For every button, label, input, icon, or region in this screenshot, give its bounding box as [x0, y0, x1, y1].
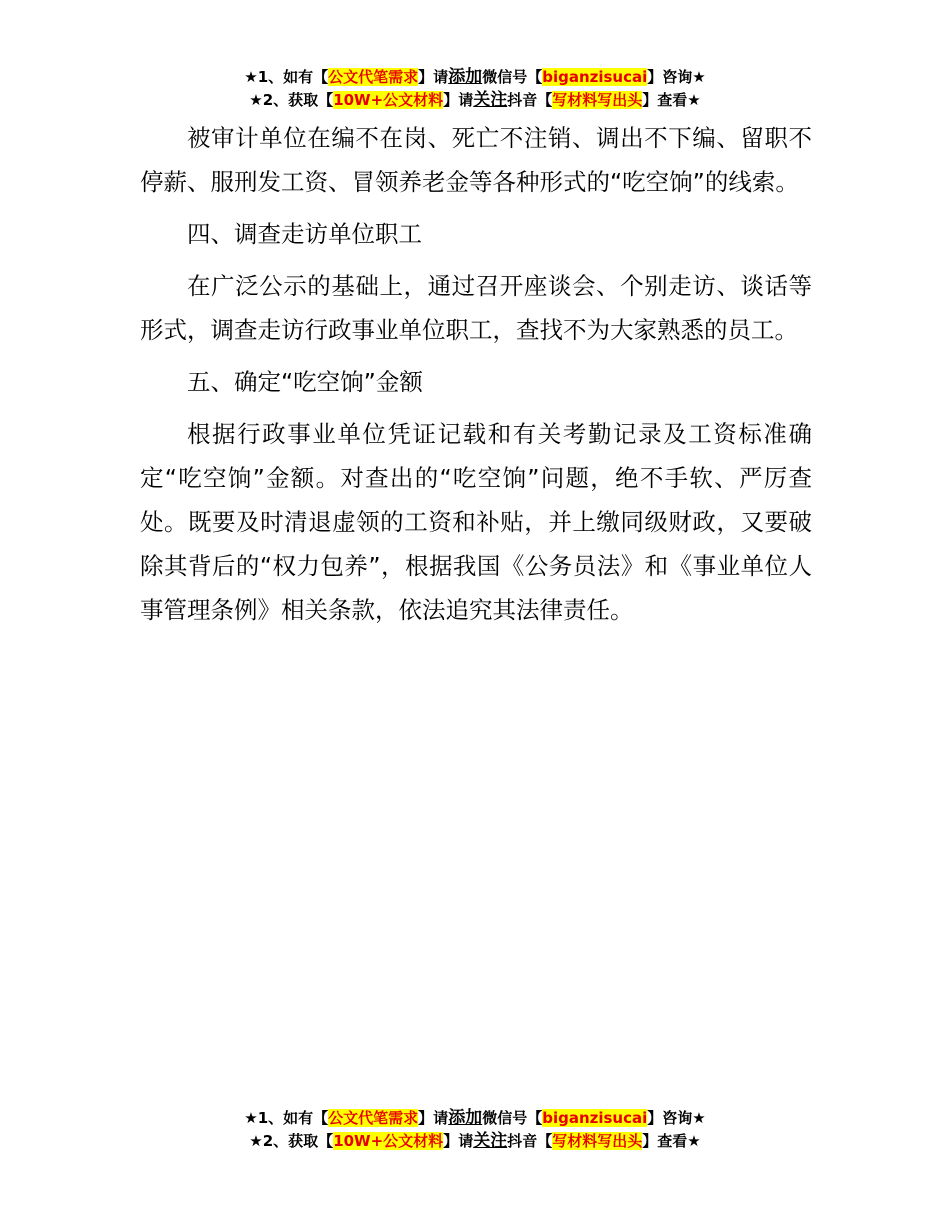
banner-text: 】请 [443, 1132, 474, 1150]
banner-text: 微信号【 [482, 68, 543, 86]
banner-text: 抖音【 [507, 1132, 553, 1150]
section-heading-4: 四、调查走访单位职工 [187, 220, 422, 248]
banner-line-2 [0, 1130, 950, 1153]
underline-add: 添加 [448, 67, 483, 87]
underline-follow: 关注 [473, 1131, 508, 1151]
banner-text: ★1、如有【 [244, 68, 329, 86]
paragraph-leads: 被审计单位在编不在岗、死亡不注销、调出不下编、留职不停薪、服刑发工资、冒领养老金等各种形式的“吃空饷”的线索。 [140, 124, 812, 196]
paragraph-amount: 根据行政事业单位凭证记载和有关考勤记录及工资标准确定“吃空饷”金额。对查出的“吃空饷”问题，绝不手软、严厉查处。既要及时清退虚领的工资和补贴，并上缴同级财政，又要破除其背后的“权力包养”，根据我国《公务员法》和《事业单位人事管理条例》相关条款，依法追究其法律责任。 [140, 420, 812, 624]
footer-banner [0, 1107, 950, 1153]
banner-line-1 [0, 1107, 950, 1130]
banner-text: 】请 [443, 91, 474, 109]
highlight-douyin-account: 写材料写出头 [552, 1132, 643, 1150]
paragraph-survey: 在广泛公示的基础上，通过召开座谈会、个别走访、谈话等形式，调查走访行政事业单位职工，查找不为大家熟悉的员工。 [140, 272, 812, 344]
banner-text: 】查看★ [642, 1132, 701, 1150]
highlight-service: 公文代笔需求 [328, 68, 419, 86]
document-body [140, 116, 812, 640]
highlight-materials: 10W+公文材料 [333, 1132, 444, 1150]
highlight-douyin-account: 写材料写出头 [552, 91, 643, 109]
banner-text: ★2、获取【 [249, 91, 334, 109]
underline-follow: 关注 [473, 90, 508, 110]
section-heading-5: 五、确定“吃空饷”金额 [187, 368, 423, 396]
highlight-wechat-id: biganzisucai [542, 1109, 648, 1127]
banner-line-1 [0, 66, 950, 89]
highlight-service: 公文代笔需求 [328, 1109, 419, 1127]
banner-text: ★1、如有【 [244, 1109, 329, 1127]
underline-add: 添加 [448, 1108, 483, 1128]
banner-text: 】咨询★ [647, 1109, 706, 1127]
banner-line-2 [0, 89, 950, 112]
banner-text: 】查看★ [642, 91, 701, 109]
header-banner [0, 66, 950, 112]
banner-text: 】咨询★ [647, 68, 706, 86]
highlight-materials: 10W+公文材料 [333, 91, 444, 109]
banner-text: 微信号【 [482, 1109, 543, 1127]
banner-text: 】请 [418, 1109, 449, 1127]
banner-text: 】请 [418, 68, 449, 86]
highlight-wechat-id: biganzisucai [542, 68, 648, 86]
banner-text: 抖音【 [507, 91, 553, 109]
banner-text: ★2、获取【 [249, 1132, 334, 1150]
